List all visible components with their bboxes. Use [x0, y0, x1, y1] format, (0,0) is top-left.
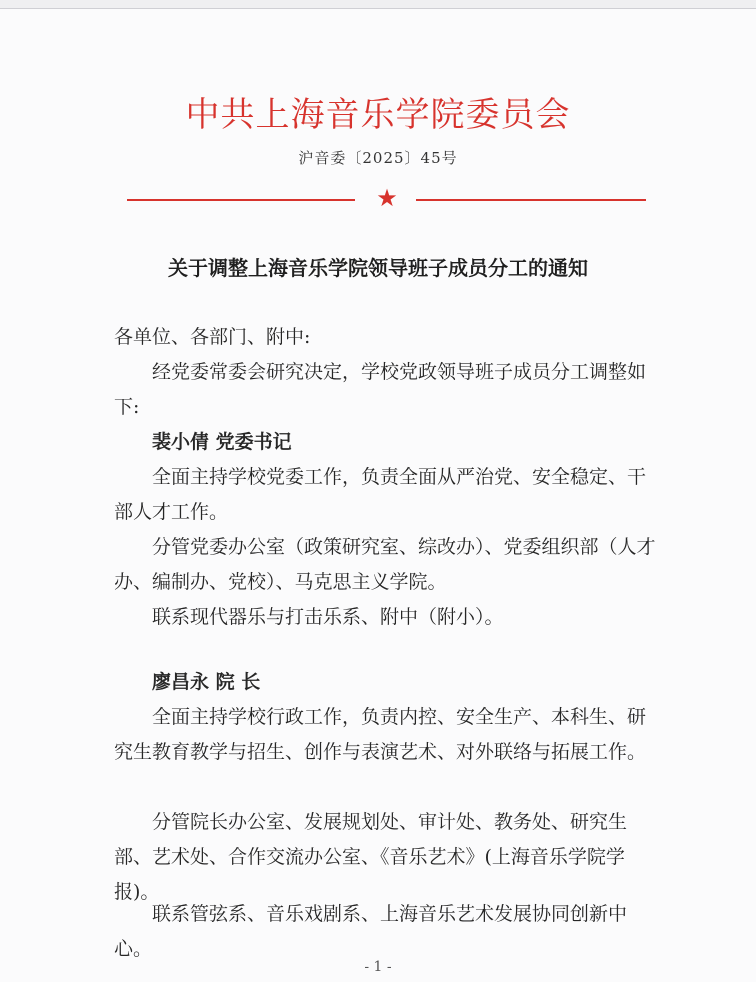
- notice-title: 关于调整上海音乐学院领导班子成员分工的通知: [168, 256, 588, 280]
- section-1-paragraph-1: 全面主持学校党委工作，负责全面从严治党、安全稳定、干部人才工作。: [114, 466, 647, 523]
- section-1-paragraph-2: 分管党委办公室（政策研究室、综改办）、党委组织部（人才办、编制办、党校）、马克思主义学院。: [114, 536, 656, 593]
- section-2-paragraph-1: 全面主持学校行政工作，负责内控、安全生产、本科生、研究生教育教学与招生、创作与表演艺术、对外联络与拓展工作。: [114, 706, 647, 763]
- section-2-paragraph-2: 分管院长办公室、发展规划处、审计处、教务处、研究生部、艺术处、合作交流办公室、《音乐艺术》(上海音乐学院学报)。: [114, 811, 628, 903]
- window-top-edge: [0, 0, 756, 9]
- red-rule-left: [127, 199, 355, 201]
- recipients: 各单位、各部门、附中:: [114, 326, 311, 348]
- document-number: 沪音委〔2025〕45号: [298, 149, 458, 167]
- page-number: - 1 -: [364, 959, 392, 975]
- section-heading-2: 廖昌永 院 长: [152, 671, 261, 693]
- document-page: [0, 9, 756, 982]
- section-2-paragraph-3: 联系管弦系、音乐戏剧系、上海音乐艺术发展协同创新中心。: [114, 903, 628, 960]
- issuing-organization: 中共上海音乐学院委员会: [185, 95, 571, 135]
- section-heading-1: 裴小倩 党委书记: [152, 431, 292, 453]
- red-rule-right: [416, 199, 646, 201]
- intro-paragraph: 经党委常委会研究决定，学校党政领导班子成员分工调整如下:: [114, 361, 647, 418]
- red-star-icon: ★: [376, 184, 398, 212]
- section-1-paragraph-3: 联系现代器乐与打击乐系、附中（附小）。: [152, 606, 504, 628]
